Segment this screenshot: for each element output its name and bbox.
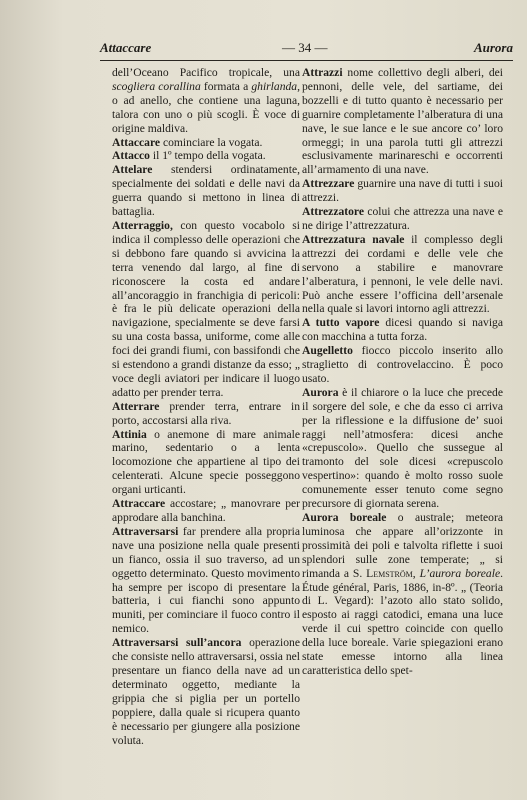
entry-attelare [112, 163, 300, 219]
entry-definition: il 1º tempo della vogata. [149, 149, 266, 163]
entry-attraccare [112, 497, 300, 525]
entry-headword: Aurora boreale [302, 511, 387, 524]
entry-headword: Augelletto [302, 344, 353, 358]
entry-attaccare [112, 136, 300, 150]
entry-headword: Attrezzatore [302, 205, 365, 219]
entry-attinia [112, 428, 300, 498]
entry-headword: Attinia [112, 427, 147, 441]
entry-definition: colui che attrezza una nave e ne dirige l’attrezzatura. [302, 205, 503, 232]
entry-headword: Attelare [112, 163, 153, 177]
entry-definition-cont: , [412, 566, 420, 580]
entry-definition-cont: , o ad anello, che contiene una laguna, talora con uno o più scogli. È voce di origine maldiva. [112, 79, 300, 135]
entry-headword: Atterrare [112, 399, 160, 413]
entry-definition: il complesso degli attrezzi dei cordami e delle vele che servono a stabilire e manovrare l’alberatura, i pennoni, le vele delle navi. Può anche essere l’officina dell’arsenale nella quale si lavori intorno agli attrezzi. [302, 232, 504, 316]
entry-headword: Attraccare [112, 497, 166, 511]
page-number: — 34 — [282, 40, 328, 55]
entry-aurora-boreale [302, 511, 503, 678]
entry-attraversarsi-ancora [112, 636, 300, 747]
entry-headword: A tutto vapore [302, 316, 380, 330]
entry-aurora [302, 386, 503, 511]
entry-headword: Attacco [112, 149, 150, 163]
entry-attrazzi [302, 66, 503, 177]
entry-italic-term: scogliera corallina [112, 79, 201, 93]
running-header [100, 40, 513, 60]
entry-definition-cont: formata a [200, 79, 252, 93]
entry-headword: Attrezzatura navale [302, 232, 405, 246]
left-column [112, 66, 300, 747]
right-column [302, 66, 503, 678]
header-guide-word-right: Aurora [473, 40, 513, 55]
entry-headword: Attraversarsi [112, 524, 179, 538]
header-rule [100, 60, 513, 61]
entry-atterraggio [112, 219, 300, 400]
entry-definition: dicesi quando si naviga con macchina a tutta forza. [302, 316, 504, 344]
entry-definition: nome collettivo degli alberi, dei pennoni, delle vele, del sartiame, dei bozzelli e di tutto quanto è necessario per guarnire completamente l’alberatura di una nave, le sue lance e le sue ancore co’ loro ormeggi; in una parola tutti gli attrezzi esclusivamente marinareschi e occorrenti all’armamento di una nave. [302, 66, 503, 177]
entry-definition: cominciare la vogata. [160, 135, 263, 149]
entry-definition: con questo vocabolo si indica il complesso delle operazioni che si debbono fare quando si avvicina la terra venendo dal largo, al fine di riconoscere la costa ed andare all’ancoraggio in franchigia di pericoli: è fra le più delicate operazioni della navigazione, specialmente se deve farsi su una costa bassa, uniforme, come alle foci dei grandi fiumi, con bassifondi che si estendono a grandi distanze da esso; „ voce degli aviatori per indicare il luogo adatto per prender terra. [112, 218, 300, 399]
entry-definition: dell’Oceano Pacifico tropicale, una [112, 66, 300, 79]
header-guide-word-left: Attaccare [100, 40, 152, 55]
entry-attacco [112, 149, 300, 163]
entry-definition: è il chiarore o la luce che precede il sorgere del sole, e che da esso ci arriva per la riflessione e la diffusione de’ suoi raggi nell’atmosfera: dicesi anche «crepuscolo». Quello che sussegue al tramonto del sole dicesi «crepuscolo vespertino»: quando è molto rosso suole comunemente esser tenuto come segno precursore di giornata serena. [302, 385, 503, 511]
entry-definition: far prendere alla propria nave una posizione nella quale presenti un fianco, ossia il suo traverso, ad un oggetto determinato. Questo movimento ha sempre per iscopo di presentare la batteria, i cui fianchi sono appunto muniti, per cominciare il fuoco contro il nemico. [112, 524, 300, 636]
entry-attrezzatura [302, 233, 503, 316]
entry-cont-oceano [112, 66, 300, 136]
entry-headword: Attraversarsi sull’ancora [112, 636, 242, 650]
entry-attrezzatore [302, 205, 503, 233]
entry-definition: o anemone di mare animale marino, sedentario o a lenta locomozione che appartiene al tipo dei celenterati. Alcune specie posseggono organi urticanti. [112, 427, 300, 497]
entry-definition: operazione che consiste nello attraversarsi, ossia nel presentare un fianco della nave ad un determinato oggetto, mediante la grippia che si piglia per un portello poppiere, dalla quale si ricupera quanto è necessario per giungere alla posizione voluta. [112, 636, 301, 747]
entry-definition-cont: . Étude général, Paris, 1886, in-8º. „ (Teoria di L. Vegard): l’azoto allo stato solido, esposto ai raggi catodici, emana una luce verde il cui spettro coincide con quello della luce boreale. Varie spiegazioni erano state emesse intorno alla linea caratteristica dello spet- [302, 566, 503, 677]
entry-definition: stendersi ordinatamente, specialmente dei soldati e delle navi da guerra quando si mettono in linea di battaglia. [112, 163, 300, 219]
entry-definition: o australe; meteora luminosa che appare all’orizzonte in prossimità dei poli e talvolta riflette i suoi splendori sulle zone temperate; „ si rimanda a S. [302, 511, 503, 580]
entry-italic-term: ghirlanda [251, 79, 298, 93]
entry-headword: Attaccare [112, 135, 161, 149]
entry-definition: prender terra, entrare in porto, accostarsi alla riva. [112, 399, 300, 427]
entry-headword: Attrezzare [302, 177, 355, 191]
entry-headword: Atterraggio, [112, 218, 173, 232]
entry-definition: guarnire una nave di tutti i suoi attrezzi. [302, 177, 503, 205]
entry-augelletto [302, 344, 503, 386]
entry-definition: accostare; „ manovrare per approdare alla banchina. [112, 497, 300, 524]
entry-definition: fiocco piccolo inserito allo straglietto di controvelaccino. È poco usato. [302, 344, 503, 385]
entry-headword: Attrazzi [302, 66, 343, 79]
entry-attraversarsi [112, 525, 300, 636]
entry-headword: Aurora [302, 385, 339, 399]
entry-author-name: Lemström [366, 566, 413, 580]
entry-atterrare [112, 400, 300, 428]
entry-a-tutto-vapore [302, 316, 503, 344]
entry-attrezzare [302, 177, 503, 205]
entry-italic-title: L’aurora boreale [419, 566, 501, 580]
